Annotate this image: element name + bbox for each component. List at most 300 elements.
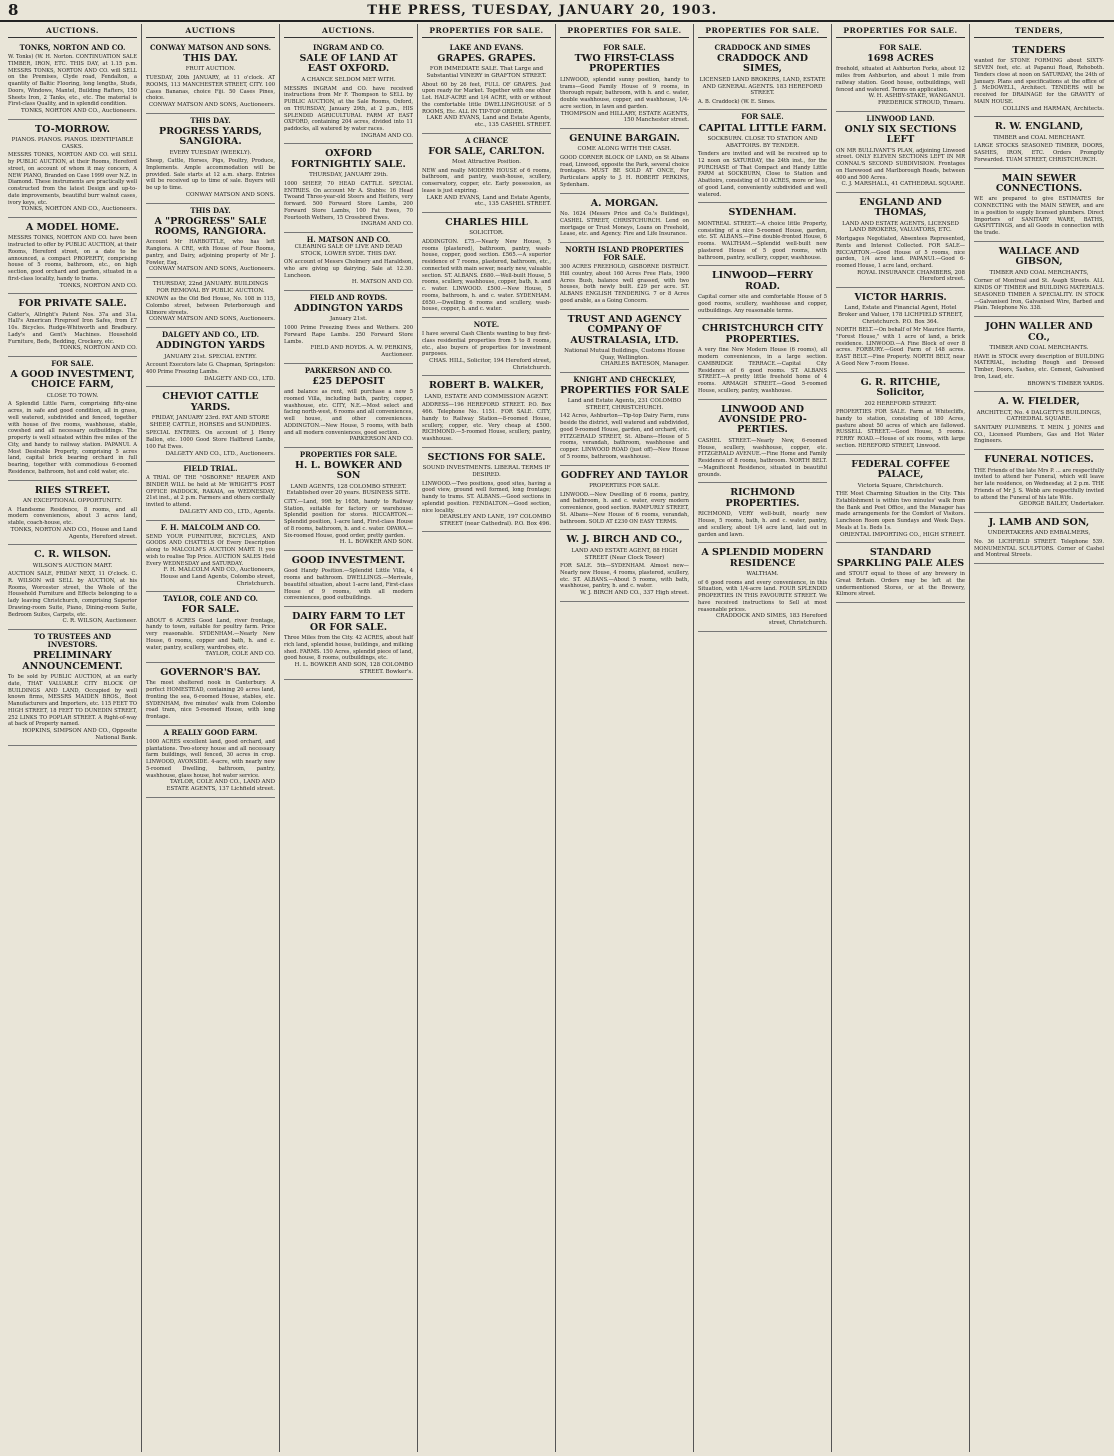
ad-subtitle: SOLICITOR. — [469, 230, 504, 237]
ad-title: GOOD INVESTMENT. — [291, 555, 406, 567]
ad-title: SYDENHAM. — [728, 207, 797, 219]
ad-body: ON account of Messrs Cholmery and Haraldson, who are giving up dairying. Sale at 12.30. Luncheon. — [284, 259, 415, 279]
ad-heading: CRADDOCK AND SIMES — [714, 43, 811, 52]
advertisement — [8, 120, 137, 218]
ad-body: MONTREAL STREET.—A choice little Property, consisting of a nice 5-roomed House, garden, etc. ST. ALBANS.—Fine double-fronted House, 6 rooms. WALTHAM.—Splendid well-built new plastered House of 5 good rooms, with bathroom, pantry, scullery, copper, washhouse. — [698, 220, 829, 261]
advertisement — [698, 203, 827, 266]
ad-subtitle: FOR IMMEDIATE SALE. That Large and Substantial VINERY in GRAFTON STREET. — [426, 66, 547, 80]
ad-signature: CRADDOCK AND SIMES, 183 Hereford street, Christchurch. — [716, 613, 827, 627]
ad-title: C. R. WILSON. — [34, 549, 111, 561]
advertisement — [422, 448, 551, 533]
ad-heading: NOTE. — [473, 320, 500, 330]
ad-heading: FOR SALE. — [741, 112, 784, 122]
ad-heading: KNIGHT AND CHECKLEY, — [573, 374, 676, 384]
advertisement — [974, 117, 1104, 168]
ad-signature: LAKE AND EVANS, Land and Estate Agents, etc., 135 CASHEL STREET. — [426, 115, 551, 129]
ad-body: and balance as rent, will purchase a new 5 roomed Villa, including bath, pantry, copper, washhouse, etc. CITY, N.E.—Most select and facing north-west, 6 rooms and all conveniences, well house, and other conveniences. ADDINGTON.—New House, 5 rooms, with bath and all modern conveniences, good section. — [284, 389, 415, 436]
ad-title: £25 DEPOSIT — [312, 375, 385, 387]
ad-signature: TONKS, NORTON AND CO. — [59, 282, 137, 289]
ad-title: ROBERT B. WALKER, — [428, 380, 544, 392]
ad-heading: LINWOOD LAND. — [866, 113, 935, 123]
ad-subtitle: January 21st. — [329, 316, 368, 323]
ad-title: CHARLES HILL — [445, 216, 528, 228]
ad-title: LINWOOD AND AVONSIDE PRO-PERTIES. — [718, 403, 807, 436]
ad-title: A SPLENDID MODERN RESIDENCE — [701, 547, 824, 569]
newspaper-column — [556, 24, 694, 1452]
ad-title: J. LAMB AND SON, — [988, 516, 1090, 528]
advertisement — [974, 450, 1104, 513]
ad-signature: GEORGE BAILEY, Undertaker. — [1019, 501, 1104, 508]
ad-title: CHEVIOT CATTLE YARDS. — [162, 391, 259, 413]
ad-title: DAIRY FARM TO LET OR FOR SALE. — [292, 611, 405, 633]
ad-body: To be sold by PUBLIC AUCTION, at an early date, THAT VALUABLE CITY BLOCK OF BUILDINGS AND LAND, Occupied by well known firms, MESSRS MAIDEN BROS., Boot Manufacturers and Importers, etc. 115 FEET TO HIGH STREET, 18 FEET TO DUNEDIN STREET, 252 LINKS TO POPLAR STREET. A Right-of-way at back of Property named. — [8, 674, 139, 728]
ad-body: LINWOOD.—Two positions, good sites, having a good view, ground well formed, long frontage; handy to trams. ST. ALBANS.—Good sections in splendid position. FENDALTON.—Good section, nice locality. — [422, 480, 553, 514]
advertisement — [8, 357, 137, 481]
ad-body: A Handsome Residence, 8 rooms, and all modern conveniences, about 3 acres land, stable, coach-house, etc. — [8, 506, 139, 527]
advertisement — [422, 41, 551, 134]
ad-signature: TONKS, NORTON AND CO., House and Land Agents, Hereford street. — [10, 526, 137, 540]
ad-subtitle: Land and Estate Agents, 231 COLOMBO STREET, CHRISTCHURCH. — [567, 398, 682, 411]
ad-subtitle: PROPERTIES FOR SALE. — [589, 483, 660, 490]
advertisement — [698, 110, 827, 203]
ad-heading: TAYLOR, COLE AND CO. — [162, 594, 258, 604]
ad-body: ABOUT 6 ACRES Good Land, river frontage, handy to town, suitable for poultry farm. Price very reasonable. SYDENHAM.—Nearly New House, 6 rooms, copper and bath, h. and c. water, pantry, scullery, wardrobes, etc. — [146, 617, 277, 651]
advertisement — [146, 278, 275, 328]
masthead — [0, 0, 1114, 22]
advertisement — [146, 592, 275, 663]
ad-signature: H. L. BOWKER AND SON, 128 COLOMBO STREET. Bowker's. — [294, 662, 413, 675]
ad-signature: CHAS. HILL, Solicitor, 194 Hereford street, Christchurch. — [429, 358, 551, 371]
ad-body: NORTH BELT.—On behalf of Mr Maurice Harris, "Forest House," with 1 acre of land, a brick residence. LINWOOD.—A Fine Block of over 8 acres. FORBURY.—Good Farm of 148 acres. EAST BELT.—Fine Property. NORTH BELT, near A Good New 7-room House. — [836, 327, 967, 367]
ad-title: A MODEL HOME. — [25, 221, 120, 233]
advertisement — [146, 328, 275, 387]
ad-title: TRUST AND AGENCY COMPANY OF AUSTRALASIA, LTD. — [567, 313, 682, 346]
ad-heading: H. MATSON AND CO. — [306, 234, 391, 244]
advertisement — [836, 455, 965, 544]
ad-title: STANDARD SPARKLING PALE ALES — [836, 547, 965, 569]
ad-title: VICTOR HARRIS. — [854, 291, 947, 303]
ad-heading: CONWAY MATSON AND SONS. — [149, 43, 272, 52]
newspaper-column — [142, 24, 280, 1452]
ad-body: wanted for STONE FORMING about SIXTY-SEVEN feet, etc. at Papanui Road, Rehoboth. Tenders close at noon on SATURDAY, the 24th of January. Plans and specifications at the office of J. McDOWELL, Architect. TENDERS will be received for DRAINAGE for the GRAVITY of MAIN HOUSE. — [974, 58, 1106, 105]
ad-title: ADDINGTON YARDS — [156, 340, 265, 352]
advertisement — [146, 462, 275, 520]
advertisement — [284, 291, 413, 364]
ad-signature: DEARSLEY AND LANE, 197 COLOMBO STREET (near Cathedral). P.O. Box 496. — [439, 514, 551, 527]
advertisement — [146, 204, 275, 279]
advertisement — [146, 521, 275, 593]
ad-body: A. B. Craddock) (W. E. Simes. — [698, 98, 776, 105]
ad-body: PROPERTIES FOR SALE. Farm at Whitecliffs, handy to station, consisting of 180 Acres, pasture about 50 acres of which are fallowed. RUSSELL STREET.—Good House, 5 rooms. FERRY ROAD.—House of six rooms, with large section. HEREFORD STREET, Linwood. — [836, 409, 967, 449]
advertisement — [284, 41, 413, 144]
ad-signature: TONKS, NORTON AND CO., Auctioneers. — [21, 206, 137, 213]
ad-subtitle: CLOSE TO TOWN. — [46, 392, 99, 399]
ad-heading: PROPERTIES FOR SALE. — [299, 449, 398, 459]
ad-body: MESSRS TONKS, NORTON AND CO. have been instructed to offer by PUBLIC AUCTION, at their Rooms, Hereford street, on a date to be announced, a compact PROPERTY, comprising house of 5 rooms, bathroom, etc., on high section, good orchard and garden, situated in a first-class locality, handy to trams. — [8, 235, 139, 282]
ad-subtitle: LAND AND ESTATE AGENT, 88 HIGH STREET (Near Clock Tower) — [571, 547, 678, 561]
ad-body: AUCTION SALE, FRIDAY NEXT, 11 O'clock. C. R. WILSON will SELL by AUCTION, at his Rooms, Worcester street, the Whole of the Household Furniture and Effects belonging to a lady leaving Christchurch, comprising Superior Drawing-room Suite, Piano, Dining-room Suite, Bedroom Suites, Carpets, etc. — [8, 571, 139, 618]
advertisement — [560, 466, 689, 531]
ad-body: LINWOOD.—New Dwelling of 6 rooms, pantry, and bathroom, h. and c. water, every modern convenience, good section. RAMFURLY STREET, St. Albans—New House of 6 rooms, verandah, bathroom. SOLD AT £230 ON EASY TERMS. — [560, 491, 691, 525]
ad-signature: C. J. MARSHALL, 41 CATHEDRAL SQUARE. — [841, 181, 965, 188]
ad-body: CASHEL STREET.—Nearly New, 6-roomed House, scullery, washhouse, copper, etc. FITZGERALD AVENUE.—Fine Home and Family Residence of 8 rooms, bathroom. NORTH BELT.—Magnificent Residence, situated in beautiful grounds. — [698, 437, 829, 478]
ad-heading: DALGETY AND CO., LTD. — [161, 330, 260, 340]
ad-signature: COLLINS and HARMAN, Architects. — [1002, 105, 1104, 112]
advertisement — [974, 392, 1104, 450]
ad-heading: A CHANCE — [465, 135, 508, 145]
advertisement — [284, 607, 413, 680]
ad-signature: DALGETY AND CO., LTD., Auctioneers. — [165, 450, 275, 457]
advertisement — [698, 266, 827, 319]
advertisement — [422, 134, 551, 213]
ad-subtitle: EVERY TUESDAY (WEEKLY). — [169, 149, 252, 156]
ad-title: SECTIONS FOR SALE. — [427, 451, 546, 463]
ad-heading: FIELD AND ROYDS. — [309, 293, 388, 302]
ad-title: A GOOD INVESTMENT, CHOICE FARM, — [10, 368, 135, 391]
ad-signature: FIELD AND ROYDS. A. W. PERKINS, Auctioneer. — [310, 345, 413, 358]
ad-signature: TONKS, NORTON AND CO., Auctioneers. — [21, 108, 137, 115]
ad-title: A. W. FIELDER, — [998, 396, 1080, 408]
ad-body: THE Friends of the late Mrs P. ... are respectfully invited to attend her Funeral, which will leave her late residence, on Wednesday, at 2 p.m. THE Friends of Mr J. S. Webb are respectfully invited to attend the Funeral of his late Wife. — [974, 467, 1106, 501]
ad-title: FUNERAL NOTICES. — [984, 454, 1094, 466]
newspaper-title: THE PRESS, TUESDAY, JANUARY 20, 1903. — [367, 2, 718, 18]
advertisement — [836, 373, 965, 455]
ad-subtitle: LAND, ESTATE AND COMMISSION AGENT. — [424, 393, 549, 400]
ad-signature: F. H. MALCOLM AND CO., Auctioneers, House and Land Agents, Colombo street, Christchurch. — [160, 567, 275, 587]
ad-heading: F. H. MALCOLM AND CO. — [160, 522, 261, 532]
ad-body: LARGE STOCKS SEASONED TIMBER, DOORS, SASHES, IRON, ETC. Orders Promptly Forwarded. TUAM STREET, CHRISTCHURCH. — [974, 143, 1106, 163]
ad-subtitle: SOUND INVESTMENTS. LIBERAL TERMS IF DESIRED. — [422, 465, 551, 478]
ad-title: RICHMOND PROPERTIES. — [725, 487, 800, 509]
ad-title: GOVERNOR'S BAY. — [160, 666, 261, 678]
advertisement — [146, 387, 275, 462]
ad-title: CAPITAL LITTLE FARM. — [698, 122, 827, 134]
ad-title: WALLACE AND GIBSON, — [998, 245, 1080, 268]
ad-subtitle: TIMBER AND COAL MERCHANTS, — [989, 269, 1089, 276]
ad-body: 1000 SHEEP, 70 HEAD CATTLE. SPECIAL ENTRIES. On account Mr A. Stubbs: 16 Head Twoand Three-year-old Steers and Heifers, very forward. 500 Forward Store Lambs, 200 Forward Store Lambs, 100 Fat Ewes, 70 Fourtooth Wethers, 15 Crossbred Ewes. — [284, 180, 415, 221]
ad-body: MESSRS TONKS, NORTON AND CO. will SELL by PUBLIC AUCTION, at their Rooms, Hereford street, on account of whom it may concern, A NEW PIANO, Branded on Case 1999 over N.Z. in Diamond. These instruments are practically well constructed from the latest Design and up-to-date improvements, beautiful burr walnut cases, ivory keys, etc. — [8, 152, 139, 206]
advertisement — [698, 319, 827, 399]
ad-signature: LAKE AND EVANS, Land and Estate Agents, etc., 135 CASHEL STREET. — [426, 194, 551, 208]
ad-title: R. W. ENGLAND, — [994, 121, 1084, 133]
ad-subtitle: FRIDAY, JANUARY 23rd. FAT AND STORE SHEEP, CATTLE, HORSES and SUNDRIES. — [149, 415, 272, 428]
ad-body: Tenders are invited and will be received up to 12 noon on SATURDAY, the 24th inst., for the PURCHASE of That Compact and Handy Little FARM at SOCKBURN, Close to Station and Abattoirs, consisting of 10 ACRES, more or less, of good Land, conveniently subdivided and well watered. — [698, 151, 829, 198]
ad-heading: PARKERSON AND CO. — [304, 365, 393, 375]
newspaper-column — [280, 24, 418, 1452]
ad-body: Mortgages Negotiated, Absentees Represented, Rents and Interest Collected. FOR SALE—RICCARTON.—Good House of 5 rooms, nice garden, 1/4 acre land. PAPANUI.—Good 6-roomed House, 1 acre land, orchard. — [836, 236, 967, 269]
ad-subtitle: TIMBER and COAL MERCHANT. — [993, 134, 1085, 141]
advertisement — [836, 288, 965, 373]
ad-signature: ROYAL INSURANCE CHAMBERS, 208 Hereford street. — [857, 269, 965, 283]
advertisement — [422, 376, 551, 448]
ad-signature: DALGETY AND CO., LTD. — [204, 375, 275, 382]
ad-subtitle: TIMBER AND COAL MERCHANTS. — [989, 345, 1089, 352]
ad-body: Capital corner site and comfortable House of 5 good rooms, scullery, washhouse and copper, outbuildings. Any reasonable terms. — [698, 294, 829, 314]
ad-title: GODFREY AND TAYLOR — [560, 469, 689, 481]
ad-signature: CHARLES BATESON, Manager. — [600, 361, 689, 368]
ad-signature: THOMPSON and HILLARY, ESTATE AGENTS, 150 Manchester street. — [560, 110, 689, 124]
ad-body: Good Handy Position.—Splendid Little Villa, 4 rooms and bathroom. DWELLINGS.—Merivale, beautiful situation, about 1-acre land, First-class House of 9 rooms, with all modern conveniences, good outbuildings. — [284, 568, 415, 602]
ad-subtitle: SOCKBURN. CLOSE TO STATION AND ABATTOIRS. BY TENDER. — [707, 135, 818, 149]
ad-signature: W. H. ASHBY-STAKE, WANGANUI. FREDERICK STROUD, Timaru. — [868, 93, 965, 107]
ad-body: and STOUT equal to those of any brewery in Great Britain. Orders may be left at the undermentioned Stores, or at the Brewery, Kilmore street. — [836, 571, 967, 598]
ad-subtitle: COME ALONG WITH THE CASH. — [577, 146, 672, 153]
ad-signature: PARKERSON AND CO. — [349, 436, 413, 443]
ad-title: GENUINE BARGAIN. — [569, 132, 680, 144]
ad-title: W. J. BIRCH AND CO., — [566, 534, 683, 546]
ad-body: Three Miles from the City. 42 ACRES, about half rich land, splendid house, buildings, and milking shed. FARMS. 150 Acres, splendid piece of land, good house, 8 rooms, outbuildings, etc. — [284, 635, 415, 662]
advertisement — [284, 233, 413, 291]
ad-subtitle: AN EXCEPTIONAL OPPORTUNITY. — [23, 498, 122, 505]
ad-title: ENGLAND AND THOMAS, — [859, 196, 942, 219]
ad-body: Account Executors late G. Chapman, Springston: 400 Prime Freezing Lambs. — [146, 362, 277, 375]
ad-title: TENDERS — [1012, 45, 1066, 56]
ad-signature: TONKS, NORTON AND CO. — [59, 345, 137, 352]
column-header: AUCTIONS. — [284, 26, 413, 38]
advertisement — [836, 193, 965, 288]
ad-signature: TAYLOR, COLE AND CO., LAND AND ESTATE AGENTS, 137 Lichfield street. — [166, 779, 275, 793]
ad-heading: THIS DAY. — [190, 115, 231, 125]
ad-title: JOHN WALLER AND CO., — [985, 321, 1093, 343]
ad-heading: THIS DAY. — [190, 205, 231, 215]
ad-heading: FIELD TRIAL. — [183, 464, 238, 474]
ad-heading: TO TRUSTEES AND INVESTORS. — [33, 632, 112, 650]
advertisement — [284, 448, 413, 551]
advertisement — [284, 551, 413, 607]
ad-signature: HOPKINS, SIMPSON AND CO., Opposite National Bank. — [22, 728, 137, 741]
advertisement — [560, 194, 689, 243]
advertisement — [146, 726, 275, 798]
ad-body: ON MR BULLIVANT'S PLAN, adjoining Linwood street. ONLY ELEVEN SECTIONS LEFT IN MR CONNAL'S SECOND SUBDIVISION. Frontages on Harewood and Marlborough Roads, between 400 and 500 Acres. — [836, 147, 967, 181]
ad-heading: FOR SALE. — [51, 358, 94, 368]
ad-signature: INGRAM AND CO. — [361, 221, 413, 228]
newspaper-column — [970, 24, 1108, 1452]
ad-heading: TONKS, NORTON AND CO. — [19, 43, 126, 52]
advertisement — [560, 530, 689, 601]
advertisement — [8, 218, 137, 294]
ad-subtitle: LAND AND ESTATE AGENTS, LICENSED LAND BROKERS, VALUATORS, ETC. — [842, 220, 959, 234]
ad-title: ONLY SIX SECTIONS LEFT — [844, 123, 957, 146]
ad-signature: DALGETY AND CO., LTD., Agents. — [179, 508, 275, 515]
advertisement — [698, 543, 827, 631]
ad-title: FOR SALE. — [181, 604, 240, 616]
ad-heading: LAKE AND EVANS. — [449, 43, 524, 52]
ad-signature: ORIENTAL IMPORTING CO., HIGH STREET. — [839, 531, 965, 538]
ad-subtitle: WALTHAM. — [746, 571, 779, 578]
ad-subtitle: THURSDAY, JANUARY 29th. — [309, 172, 388, 179]
ad-signature: INGRAM AND CO. — [361, 132, 413, 139]
ad-title: TO-MORROW. — [35, 123, 110, 135]
ad-title: THIS DAY. — [183, 53, 238, 65]
ad-subtitle: LAND AGENTS, 128 COLOMBO STREET. Established over 20 years. BUSINESS SITE. — [286, 483, 411, 497]
ad-subtitle: THURSDAY, 22nd JANUARY. BUILDINGS FOR REMOVAL BY PUBLIC AUCTION. — [152, 281, 269, 294]
ad-title: TWO FIRST-CLASS PROPERTIES — [574, 53, 675, 75]
ad-subtitle: Most Attractive Position. — [451, 159, 522, 166]
ad-title: OXFORD FORTNIGHTLY SALE. — [291, 148, 406, 170]
ad-signature: CONWAY MATSON AND SONS, Auctioneers. — [148, 316, 275, 323]
ad-body: KNOWN as the Old Bed House, No. 108 in 115, Colombo street, between Peterborough and Kilmore streets. — [146, 296, 277, 316]
advertisement — [836, 41, 965, 112]
ad-body: ADDINGTON. £75.—Nearly New House, 5 rooms (plastered), bathroom, pantry, wash-house, copper, good section. £565.—A superior residence of 7 rooms, plastered, bathroom, etc., connected with main sewer, nearly new, valuable section. ST. ALBANS. £680.—Well-built House, 5 rooms, scullery, washhouse, copper, bath, h. and c. water. LINWOOD. £500.—New House, 5 rooms, bathroom, h. and c. water. SYDENHAM. £650.—Dwelling 6 rooms and scullery, wash-house, copper, h. and c. water. — [422, 238, 553, 313]
ad-subtitle: ARCHITECT, No. 4 DALGETY'S BUILDINGS, CATHEDRAL SQUARE. — [976, 409, 1102, 423]
ad-heading: NORTH ISLAND PROPERTIES FOR SALE. — [565, 245, 684, 263]
ad-title: FOR SALE, CARLTON. — [428, 145, 545, 157]
ad-title: H. L. BOWKER AND SON — [294, 459, 403, 482]
advertisement — [8, 41, 137, 120]
newspaper-column — [694, 24, 832, 1452]
ad-title: GRAPES. GRAPES. — [437, 53, 536, 65]
ad-title: A "PROGRESS" SALE ROOMS, RANGIORA. — [154, 215, 267, 238]
advertisement — [560, 129, 689, 194]
ad-body: RICHMOND, VERY well-built, nearly new House, 5 rooms, bath, h. and c. water, pantry, and scullery, about 1/4 acre land, laid out in garden and lawn. — [698, 511, 829, 538]
ad-title: FEDERAL COFFEE PALACE, — [851, 458, 950, 481]
advertisement — [836, 543, 965, 603]
advertisement — [146, 663, 275, 726]
ad-signature: H. MATSON AND CO. — [351, 279, 413, 286]
advertisement — [560, 41, 689, 129]
ad-body: 142 Acres, Ashburton—Tip-top Dairy Farm, runs beside the district, well watered and subdivided, good 9-roomed House, garden, and orchard, etc. FITZGERALD STREET, St. Albans—House of 5 rooms, verandah, bathroom, washhouse and copper. LINWOOD ROAD (just off)—New House of 5 rooms, bathroom, washhouse. — [560, 413, 691, 460]
ad-heading: FOR SALE. — [603, 43, 646, 52]
ad-body: No. 1624 (Messrs Price and Co.'s Buildings), CASHEL STREET, CHRISTCHURCH. Lend on mortgage or Trust Moneys, Loans on Freehold, Lease, etc. and Agency. Fire and Life Insurance. — [560, 211, 691, 238]
ad-subtitle: CLEARING SALE OF LIVE AND DEAD STOCK, LOWER SYDE. THIS DAY. — [294, 243, 403, 257]
advertisement — [698, 483, 827, 543]
ad-body: LINWOOD, splendid sunny position, handy to trams—Good Family House of 9 rooms, in thorough repair, bathroom, with h. and c. water, double washhouse, copper, and washhouse, 1/4-acre section, in lawn and garden. — [560, 76, 691, 110]
ad-body: GOOD CORNER BLOCK OF LAND, on St Albans road, Linwood, opposite the Park, several choice frontages. MUST BE SOLD AT ONCE, For Particulars apply to J. H. ROBERT PERKINS, Sydenham. — [560, 154, 691, 188]
ad-body: NEW and really MODERN HOUSE of 6 rooms, bathroom, and pantry, wash-house, scullery, conservatory, copper, etc. Early possession, as lease is just expiring. — [422, 167, 553, 194]
ad-body: 300 ACRES FREEHOLD, GISBORNE DISTRICT. Hill country, about 160 Acres Free Flats, 1900 Acres Bush, balance well grassed, with two houses, both newly built. £29 per acre. ST. ALBANS ENGLISH TENDERING. 7 or 8 Acres good arable, as a Going Concern. — [560, 264, 691, 304]
ad-signature: CONWAY MATSON AND SONS, Auctioneers. — [148, 266, 275, 273]
advertisement — [836, 112, 965, 193]
ad-title: G. R. RITCHIE, Solicitor, — [860, 376, 941, 399]
advertisement — [8, 630, 137, 746]
ad-body: W. Tonks) (W. H. Norton. CONTINUATION SALE TIMBER, IRON, ETC. THIS DAY, at 1.15 p.m. MESSRS TONKS, NORTON AND CO. will SELL on the Premises, Clyde road, Fendalton, a quantity of Baltic Flooring, long lengths, Studs, Doors, Windows, Mantel, Building Rafters, 150 Sheets Iron, 2 Tanks, etc., etc. The material is First-class Quality, and in splendid condition. — [8, 54, 139, 108]
advertisement — [146, 114, 275, 204]
ad-subtitle: A CHANCE SELDOM MET WITH. — [301, 76, 396, 83]
ad-body: SEND YOUR FURNITURE, BICYCLES, AND GOODS AND CHATTELS Of Every Description along to MALCOLM'S AUCTION MART. It you wish to realise Top Price. AUCTION SALES Held Every WEDNESDAY and SATURDAY. — [146, 533, 277, 567]
advertisement — [698, 41, 827, 110]
ad-subtitle: 202 HEREFORD STREET. — [864, 400, 937, 407]
column-header: PROPERTIES FOR SALE. — [422, 26, 551, 38]
ad-body: freehold, situated at Ashburton Forks, about 12 miles from Ashburton, and about 1 mile from railway station. Good house, outbuildings, well fenced and watered. Terms on application. — [836, 66, 967, 93]
ad-body: A TRIAL OF THE "OSBORNE" REAPER AND BINDER WILL be held at Mr WRIGHT'S POST OFFICE PADDOCK, RAKAIA, on WEDNESDAY, 21st inst., at 2 p.m. Farmers and others cordially invited to attend. — [146, 475, 277, 509]
ad-title: 1698 ACRES — [867, 53, 934, 65]
ad-title: PROGRESS YARDS, SANGIORA. — [159, 125, 262, 148]
ad-signature: BROWN'S TIMBER YARDS. — [1027, 380, 1104, 387]
ad-heading: A REALLY GOOD FARM. — [163, 727, 258, 737]
ad-body: WE are prepared to give ESTIMATES for CONNECTING with the MAIN SEWER, and are in a position to supply licensed plumbers. Direct Importers of SANITARY WARE, BATHS, GASFITTINGS, and all Goods in connection with the trade. — [974, 196, 1106, 237]
ad-subtitle: Victoria Square, Christchurch. — [857, 482, 944, 489]
advertisement — [974, 317, 1104, 392]
advertisement — [8, 294, 137, 357]
advertisement — [422, 318, 551, 376]
ad-body: The most sheltered nook in Canterbury. A perfect HOMESTEAD, containing 20 acres land, fronting the sea, 6-roomed House, stables, etc. SYDENHAM, five minutes' walk from Colombo road tram, nice 5-roomed House, with long frontage. — [146, 680, 277, 721]
ad-body: A Splendid Little Farm, comprising fifty-nine acres, in safe and good condition, all in grass, well watered, subdivided and fenced, together with house of five rooms, washhouse, stable, cowshed and all necessary outbuildings. The property is well situated within five miles of the City, and handy to railway station. PAPANUI. A Most Desirable Property, comprising 5 acres land, capital brick bearing orchard in full bearing, together with commodious 6-roomed Residence, bathroom, hot and cold water, etc. — [8, 401, 139, 475]
ad-title: CRADDOCK AND SIMES, — [717, 53, 808, 75]
advertisement — [974, 41, 1104, 117]
advertisement — [974, 242, 1104, 317]
ad-body: MESSRS INGRAM and CO. have received instructions from Mr F. Thompson to SELL by PUBLIC AUCTION, at the Sale Rooms, Oxford, on THURSDAY, January 29th, at 2 p.m., HIS SPLENDID AGRICULTURAL FARM AT EAST OXFORD, containing 204 acres, divided into 11 paddocks, all watered by water races. — [284, 85, 415, 133]
advertisement — [284, 144, 413, 233]
ad-subtitle: National Mutual Buildings, Customs House Quay, Wellington. — [564, 347, 685, 361]
ad-body: ADDRESS—196 HEREFORD STREET. P.O. Box 466. Telephone No. 1151. FOR SALE. CITY, handy to Railway Station—8-roomed House, scullery, copper, etc. Very cheap at £500. RICHMOND.—5-roomed House, scullery, pantry, washhouse. — [422, 402, 553, 443]
ad-subtitle: LICENSED LAND BROKERS, LAND, ESTATE AND GENERAL AGENTS. 183 HEREFORD STREET. — [699, 76, 826, 97]
ad-subtitle: PIANOS. PIANOS. PIANOS. IDENTIFIABLE CASKS. — [11, 137, 134, 150]
ad-title: FOR PRIVATE SALE. — [18, 298, 127, 310]
ad-body: I have several Cash Clients wanting to buy first-class residential properties from 5 to 8 rooms, etc., also buyers of properties for investment purposes. — [422, 331, 553, 358]
advertisement — [8, 481, 137, 545]
ad-body: Corner of Montreal and St. Asaph Streets. ALL KINDS OF TIMBER and BUILDING MATERIALS. SEASONED TIMBER A SPECIALITY. IN STOCK—Galvanised Iron, Galvanised Wire, Barbed and Plain. Telephone No. 338. — [974, 278, 1106, 312]
column-header: PROPERTIES FOR SALE. — [698, 26, 827, 38]
advertisement — [560, 310, 689, 373]
ad-body: SANITARY PLUMBERS. T. MEIN. J. JONES and CO., Licensed Plumbers, Gas and Hot Water Engineers. — [974, 424, 1106, 445]
ad-body: Account Mr HARBOTTLE, who has left Rangiora. A CRE, with House of Four Rooms, pantry, and Dairy, adjoining property of Mr J. Fowler, Esq. — [146, 239, 277, 266]
advertisement — [422, 213, 551, 318]
ad-body: No. 36 LICHFIELD STREET. Telephone 539. MONUMENTAL SCULPTORS. Corner of Cashel and Montreal Streets. — [974, 538, 1106, 559]
ad-heading: FOR SALE. — [879, 43, 922, 52]
ad-body: 1000 Prime Freezing Ewes and Wethers. 200 Forward Rape Lambs. 250 Forward Store Lambs. — [284, 325, 415, 345]
advertisement — [560, 373, 689, 466]
ad-title: CHRISTCHURCH CITY PROPERTIES. — [701, 323, 824, 345]
ad-body: Sheep, Cattle, Horses, Pigs, Poultry, Produce, Implements. Ample accommodation will be provided. Sale starts at 12 a.m. sharp. Entries will be received up to time of sale. Buyers will be up to time. — [146, 158, 277, 192]
ad-signature: CONWAY MATSON AND SONS, Auctioneers. — [148, 102, 275, 109]
advertisement — [146, 41, 275, 114]
column-header: PROPERTIES FOR SALE. — [836, 26, 965, 38]
column-header: TENDERS, — [974, 26, 1104, 38]
advertisement — [8, 545, 137, 630]
ad-title: PRELIMINARY ANNOUNCEMENT. — [22, 650, 123, 672]
ad-body: TUESDAY, 20th JANUARY, at 11 o'clock. AT ROOMS, 113 MANCHESTER STREET, CITY. 100 Cases Bananas, choice Fiji. 50 Cases Pines, choice. — [146, 75, 277, 102]
ad-subtitle: UNDERTAKERS AND EMBALMERS, — [987, 530, 1091, 537]
ad-body: SPECIAL ENTRIES. On account of J. Henry Ballon, etc. 1000 Good Store Halfbred Lambs, 100 Fat Ewes. — [146, 430, 277, 450]
column-header: AUCTIONS. — [8, 26, 137, 38]
newspaper-column — [4, 24, 142, 1452]
ad-subtitle: JANUARY 21st. SPECIAL ENTRY. — [164, 353, 257, 360]
newspaper-column — [832, 24, 970, 1452]
advertisement — [974, 513, 1104, 564]
ad-signature: H. L. BOWKER AND SON. — [339, 539, 413, 546]
advertisement — [698, 400, 827, 484]
ad-signature: C. R. WILSON, Auctioneer. — [62, 618, 137, 625]
ad-title: ADDINGTON YARDS — [294, 303, 403, 315]
advertisement — [284, 364, 413, 448]
column-header: PROPERTIES FOR SALE. — [560, 26, 689, 38]
ad-title: MAIN SEWER CONNECTIONS. — [995, 172, 1083, 194]
ad-title: LINWOOD—FERRY ROAD. — [711, 270, 814, 292]
ad-signature: W. J. BIRCH AND CO., 337 High street. — [580, 590, 689, 597]
ad-subtitle: FRUIT AUCTION. — [185, 66, 236, 73]
advertisement — [974, 169, 1104, 242]
ad-subtitle: WILSON'S AUCTION MART. — [32, 562, 113, 569]
ad-signature: CONWAY MATSON AND SONS. — [185, 191, 275, 198]
column-header: AUCTIONS — [146, 26, 275, 38]
ad-body: A very fine New Modern House (6 rooms), all modern conveniences, in a large section. CAMBRIDGE TERRACE.—Capital City Residence of 6 good rooms. ST. ALBANS STREET.—A pretty little freehold home of 4 rooms. ARMAGH STREET.—Good 5-roomed House, scullery, pantry, washhouse. — [698, 347, 829, 394]
ad-title: RIES STREET. — [34, 484, 111, 496]
ad-body: CITY.—Land, 99ft by 165ft, handy to Railway Station, suitable for factory or warehouse. Splendid position for stores. RICCARTON.—Splendid position, 1-acre land, First-class House of 8 rooms, bathroom, h. and c. water. OPAWA.—Six-roomed House, good order, pretty garden. — [284, 498, 415, 539]
ad-body: 1000 ACRES excellent land, good orchard, and plantations. Two-storey house and all necessary farm buildings, well fenced, 30 acres in crop. LINWOOD, AVONSIDE. 4-acre, with nearly new 5-roomed Dwelling, bathroom, pantry, washhouse, glass house, hot water service. — [146, 738, 277, 779]
ad-title: A. MORGAN. — [590, 197, 659, 209]
ad-body: HAVE in STOCK every description of BUILDING MATERIAL, including Rough and Dressed Timber, Doors, Sashes, etc. Cement, Galvanised Iron, Lead, etc. — [974, 353, 1106, 380]
ad-signature: TAYLOR, COLE AND CO. — [205, 651, 275, 658]
ad-body: Catter's, Allright's Patent Nos. 37a and 31a. Hall's American Fireproof Iron Safes, from £7 10s. Bicycles. Rudge-Whitworth and Bradbury. Lady's and Gent's Machines. Household Furniture, Beds, Bedding, Crockery, etc. — [8, 311, 139, 345]
ad-title: PROPERTIES FOR SALE — [560, 384, 689, 396]
ad-body: FOR SALE. 5th—SYDENHAM. Almost new—Nearly new House, 4 rooms, plastered, scullery, etc. ST. ALBANS.—About 5 rooms, with bath, washhouse, pantry, h. and c. water. — [560, 563, 691, 590]
advertisement — [560, 243, 689, 310]
newspaper-column — [418, 24, 556, 1452]
ad-heading: INGRAM AND CO. — [312, 43, 385, 52]
ad-body: About 60 by 26 feet, FULL OF GRAPES. Just upon ready for Market. Together with one other Lot. HALF-ACRE and 1/4 ACRE, with or without the comfortable little DWELLINGHOUSE of 5 ROOMS, Etc. ALL IN TIP-TOP ORDER. — [422, 81, 553, 115]
ad-body: of 6 good rooms and every convenience, in this Situation, with 1/4-acre land. FOUR SPLENDID PROPERTIES IN THIS FAVOURITE STREET. We have received instructions to Sell at most reasonable prices. — [698, 579, 829, 613]
ad-title: SALE OF LAND AT EAST OXFORD. — [299, 53, 398, 75]
